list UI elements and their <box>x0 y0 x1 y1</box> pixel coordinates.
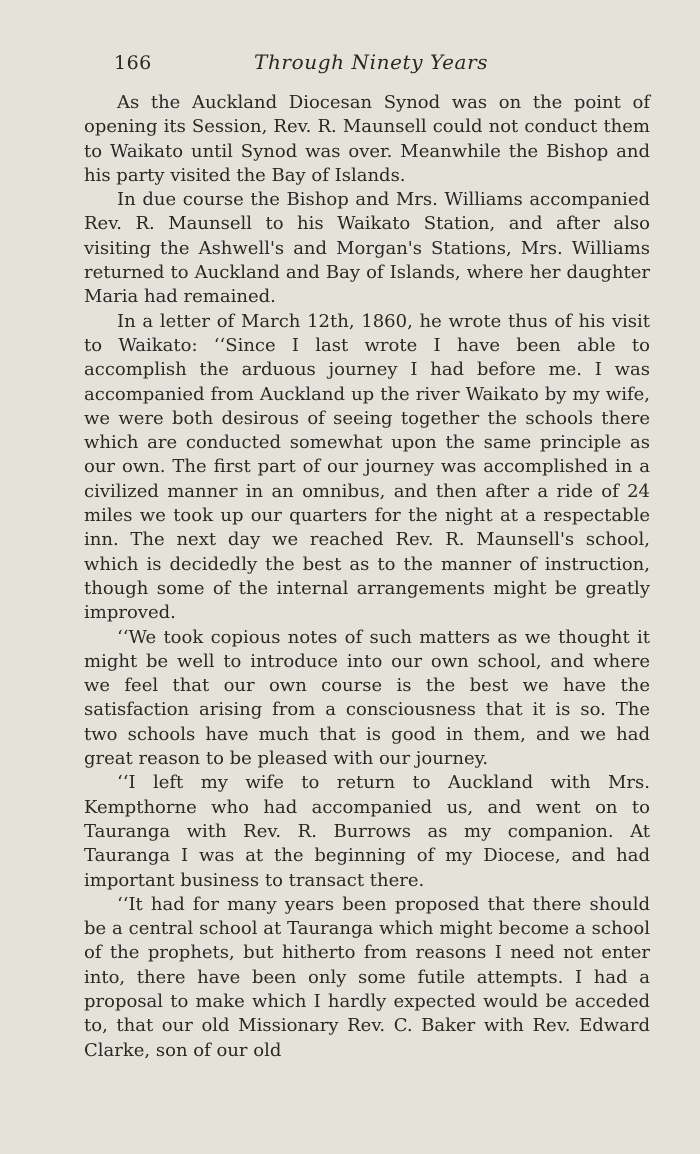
running-title: Through Ninety Years <box>254 50 489 74</box>
page-number: 166 <box>114 52 152 74</box>
body-text <box>84 91 650 1063</box>
paragraph-waikato-station: In due course the Bishop and Mrs. Williams accompanied Rev. R. Maunsell to his Waikato Station, and after also visiting the Ashwell's and Morgan's Stations, Mrs. Williams returned to Auckland and Bay of Islands, where her daughter Maria had remained. <box>84 189 650 308</box>
paragraph-central-school: ‘‘It had for many years been proposed that there should be a central school at Tauranga which might become a school of the prophets, but hitherto from reasons I need not enter into, there have been only some futile attempts. I had a proposal to make which I hardly expected would be acceded to, that our old Missionary Rev. C. Baker with Rev. Edward Clarke, son of our old <box>84 893 650 1061</box>
paragraph-letter-march: In a letter of March 12th, 1860, he wrote thus of his visit to Waikato: ‘‘Since I last wrote I have been able to accomplish the arduous journey I had before me. I was accompanied from Auckland up the river Waikato by my wife, we were both desirous of seeing together the schools there which are conducted somewhat upon the same principle as our own. The first part of our journey was accomplished in a civilized manner in an omnibus, and then after a ride of 24 miles we took up our quarters for the night at a respectable inn. The next day we reached Rev. R. Maunsell's school, which is decidedly the best as to the manner of instruction, though some of the internal arrangements might be greatly improved. <box>84 310 650 624</box>
paragraph-tauranga: ‘‘I left my wife to return to Auckland with Mrs. Kempthorne who had accompanied us, and went on to Tauranga with Rev. R. Burrows as my companion. At Tauranga I was at the beginning of my Diocese, and had important business to transact there. <box>84 772 650 891</box>
paragraph-synod: As the Auckland Diocesan Synod was on the point of opening its Session, Rev. R. Maunsell could not conduct them to Waikato until Synod was over. Meanwhile the Bishop and his party visited the Bay of Islands. <box>84 92 650 186</box>
paragraph-copious-notes: ‘‘We took copious notes of such matters as we thought it might be well to introduce into our own school, and where we feel that our own course is the best we have the satisfaction arising from a consciousness that it is so. The two schools have much that is good in them, and we had great reason to be pleased with our journey. <box>84 626 650 770</box>
running-head <box>114 48 654 78</box>
